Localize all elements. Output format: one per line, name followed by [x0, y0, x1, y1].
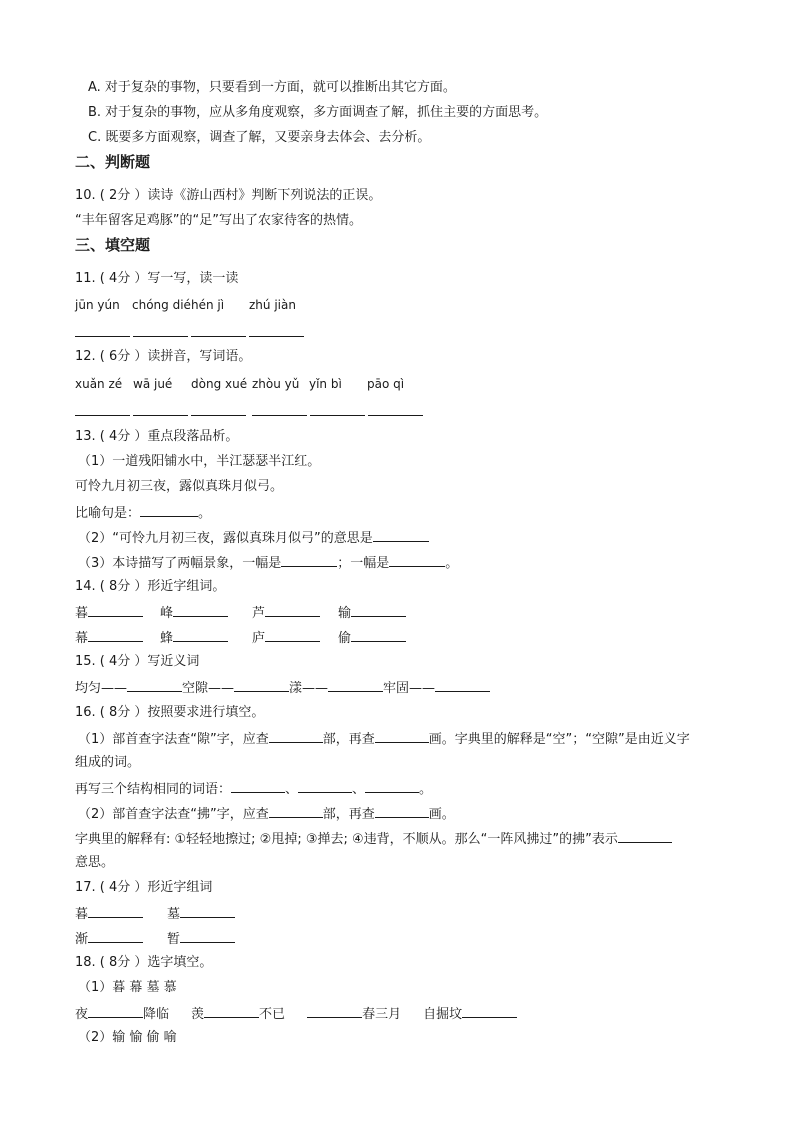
char: 暮 [75, 907, 89, 922]
answer-blank[interactable] [462, 1004, 517, 1018]
option-c: C. 既要多方面观察，调查了解，又要亲身去体会、去分析。 [88, 130, 431, 145]
answer-blank[interactable] [375, 729, 429, 743]
text: 字典里的解释有: ①轻轻地擦过; ②甩掉; ③掸去; ④违背，不顺从。那么“一阵风拂过”的拂”表示 [75, 832, 618, 847]
q11-head: 11. ( 4分 ）写一写，读一读 [75, 271, 239, 286]
answer-blank[interactable] [173, 603, 228, 617]
answer-blank[interactable] [180, 929, 235, 943]
option-b: B. 对于复杂的事物，应从多角度观察，多方面调查了解，抓住主要的方面思考。 [88, 105, 548, 120]
char: 幕 [75, 631, 89, 646]
text: 自掘坟 [423, 1007, 463, 1022]
q13-poem-line-1: （1）一道残阳铺水中，半江瑟瑟半江红。 [78, 454, 321, 469]
section-title-judgement: 二、判断题 [75, 153, 151, 171]
q12-pinyin-2: wā jué [133, 377, 173, 391]
q17-char-cell [167, 929, 235, 949]
q13-scene-label-2: ；一幅是 [337, 556, 390, 571]
q12-answer-blank[interactable] [133, 415, 188, 416]
answer-blank[interactable] [365, 779, 419, 793]
q11-answer-blank[interactable] [191, 336, 246, 337]
answer-blank[interactable] [265, 628, 320, 642]
text: 羡 [191, 1007, 205, 1022]
q13-metaphor-label: 比喻句是： [75, 506, 141, 521]
q16-line-4 [78, 804, 455, 824]
char: 墓 [167, 907, 181, 922]
synonym-prompt: 牢固—— [383, 681, 436, 696]
text: 部，再查 [322, 732, 375, 747]
text: 不已 [259, 1007, 286, 1022]
q11-pinyin-3: hén jì [191, 298, 225, 312]
text: 画。 [428, 807, 455, 822]
synonym-prompt: 均匀—— [75, 681, 128, 696]
answer-blank[interactable] [389, 553, 445, 567]
q16-line-6: 意思。 [75, 855, 115, 870]
period: 。 [445, 556, 459, 571]
text: 再写三个结构相同的词语： [75, 782, 232, 797]
char: 暂 [167, 932, 181, 947]
q13-metaphor-question [75, 503, 211, 523]
q18-choices-1: （1）暮 幕 墓 慕 [78, 980, 177, 995]
q10-line: “丰年留客足鸡豚”的“足”写出了农家待客的热情。 [75, 213, 362, 228]
q15-head: 15. ( 4分 ）写近义词 [75, 654, 200, 669]
answer-blank[interactable] [88, 603, 143, 617]
answer-blank[interactable] [618, 829, 672, 843]
text: 春三月 [362, 1007, 402, 1022]
q14-char-cell [160, 603, 228, 623]
q18-choices-2: （2）输 愉 偷 喻 [78, 1030, 177, 1045]
q18-fill-row [75, 1004, 517, 1024]
answer-blank[interactable] [88, 929, 143, 943]
q10-head: 10. ( 2分 ）读诗《游山西村》判断下列说法的正误。 [75, 188, 382, 203]
char: 输 [338, 606, 352, 621]
char: 蜂 [160, 631, 174, 646]
answer-blank[interactable] [351, 628, 406, 642]
char: 暮 [75, 606, 89, 621]
q17-char-cell [75, 929, 143, 949]
char: 偷 [338, 631, 352, 646]
q14-char-cell [338, 603, 406, 623]
q12-pinyin-3: dòng xué [191, 377, 248, 391]
q12-answer-blank[interactable] [252, 415, 307, 416]
separator: 、 [285, 782, 299, 797]
q12-pinyin-4: zhòu yǔ [252, 377, 300, 391]
char: 芦 [252, 606, 266, 621]
q12-answer-blank[interactable] [191, 415, 246, 416]
answer-blank[interactable] [231, 779, 285, 793]
q16-line-5 [75, 829, 672, 849]
q16-line-2: 组成的词。 [75, 755, 141, 770]
q13-poem-line-2: 可怜九月初三夜，露似真珠月似弓。 [75, 479, 284, 494]
answer-blank[interactable] [375, 804, 429, 818]
q13-meaning-question [78, 528, 429, 548]
q13-scene-question [78, 553, 458, 573]
option-a: A. 对于复杂的事物，只要看到一方面，就可以推断出其它方面。 [88, 80, 456, 95]
answer-blank[interactable] [351, 603, 406, 617]
period: 。 [419, 782, 433, 797]
text: （2）部首查字法查“拂”字，应查 [78, 807, 269, 822]
q12-pinyin-6: pāo qì [367, 377, 405, 391]
answer-blank[interactable] [180, 904, 235, 918]
q12-pinyin-1: xuǎn zé [75, 377, 123, 391]
text: 部，再查 [322, 807, 375, 822]
text: 画。字典里的解释是“空”；“空隙”是由近义字 [428, 732, 690, 747]
char: 渐 [75, 932, 89, 947]
text: 降临 [143, 1007, 170, 1022]
q16-head: 16. ( 8分 ）按照要求进行填空。 [75, 705, 265, 720]
q11-answer-blank[interactable] [249, 336, 304, 337]
q14-char-cell [160, 628, 228, 648]
q12-pinyin-5: yǐn bì [309, 377, 342, 391]
q11-answer-blank[interactable] [133, 336, 188, 337]
separator: 、 [352, 782, 366, 797]
q16-line-3 [75, 779, 432, 799]
section-title-fill: 三、填空题 [75, 236, 151, 254]
q14-head: 14. ( 8分 ）形近字组词。 [75, 579, 226, 594]
answer-blank[interactable] [328, 678, 383, 692]
text: 夜 [75, 1007, 89, 1022]
q17-char-cell [75, 904, 143, 924]
q14-char-cell [75, 603, 143, 623]
q14-char-cell [252, 628, 320, 648]
q11-pinyin-1: jūn yún [75, 298, 120, 312]
synonym-prompt: 空隙—— [182, 681, 235, 696]
q11-pinyin-2: chóng dié [132, 298, 191, 312]
synonym-prompt: 漾—— [289, 681, 329, 696]
answer-blank[interactable] [88, 904, 143, 918]
q12-head: 12. ( 6分 ）读拼音，写词语。 [75, 349, 252, 364]
q17-head: 17. ( 4分 ）形近字组词 [75, 880, 213, 895]
q14-char-cell [75, 628, 143, 648]
answer-blank[interactable] [204, 1004, 259, 1018]
q15-synonym-row [75, 678, 490, 698]
answer-blank[interactable] [127, 678, 182, 692]
q12-answer-blank[interactable] [368, 415, 423, 416]
answer-blank[interactable] [88, 628, 143, 642]
q12-answer-blank[interactable] [75, 415, 130, 416]
q13-head: 13. ( 4分 ）重点段落品析。 [75, 429, 239, 444]
q14-char-cell [252, 603, 320, 623]
char: 庐 [252, 631, 266, 646]
answer-blank[interactable] [234, 678, 289, 692]
q11-pinyin-4: zhú jiàn [249, 298, 296, 312]
answer-blank[interactable] [269, 729, 323, 743]
q13-meaning-label: （2）“可怜九月初三夜，露似真珠月似弓”的意思是 [78, 531, 373, 546]
q14-char-cell [338, 628, 406, 648]
q12-answer-blank[interactable] [310, 415, 365, 416]
q18-head: 18. ( 8分 ）选字填空。 [75, 955, 213, 970]
q17-char-cell [167, 904, 235, 924]
answer-blank[interactable] [307, 1004, 362, 1018]
text: （1）部首查字法查“隙”字，应查 [78, 732, 269, 747]
answer-blank[interactable] [173, 628, 228, 642]
answer-blank[interactable] [373, 528, 429, 542]
q13-scene-label-1: （3）本诗描写了两幅景象，一幅是 [78, 556, 282, 571]
char: 峰 [160, 606, 174, 621]
answer-blank[interactable] [265, 603, 320, 617]
q11-answer-blank[interactable] [75, 336, 130, 337]
answer-blank[interactable] [298, 779, 352, 793]
answer-blank[interactable] [435, 678, 490, 692]
answer-blank[interactable] [281, 553, 337, 567]
answer-blank[interactable] [88, 1004, 143, 1018]
period: 。 [198, 506, 212, 521]
answer-blank[interactable] [140, 503, 198, 517]
answer-blank[interactable] [269, 804, 323, 818]
q16-line-1 [78, 729, 690, 749]
